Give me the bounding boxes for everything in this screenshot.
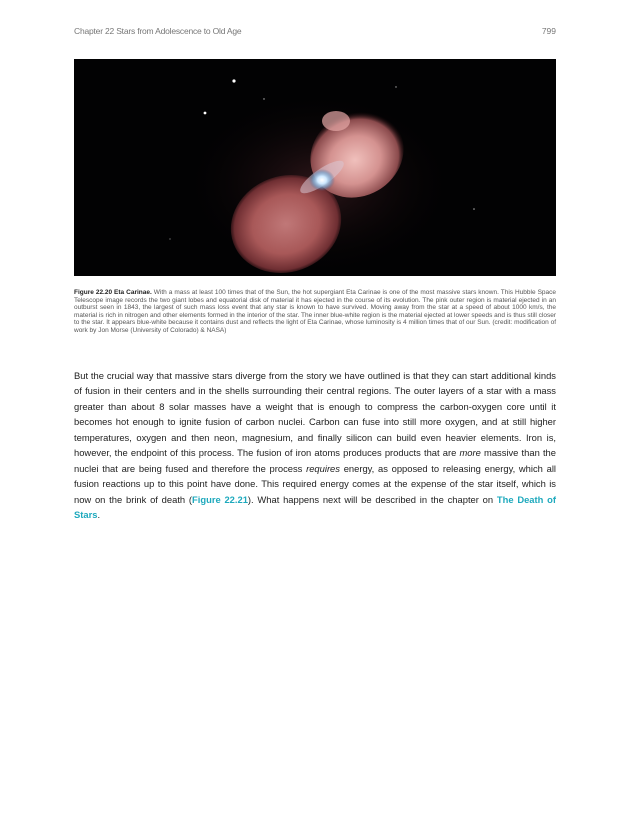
paragraph-text-2: massive than the nuclei that are being fused and therefore the process bbox=[74, 447, 556, 474]
paragraph-text-1: But the crucial way that massive stars diverge from the story we have outlined is that they can start additional kinds of fusion in their centers and in the shells surrounding their central regions. The outer layers of a star with a mass greater than about 8 solar masses have a weight that is enough to compress the carbon-oxygen core until it becomes hot enough to ignite fusion of carbon nuclei. Carbon can fuse into still more oxygen, and at still higher temperatures, oxygen and then neon, magnesium, and finally silicon can build even heavier elements. Iron is, however, the endpoint of this process. The fusion of iron atoms produces products that are bbox=[74, 370, 556, 459]
death-of-stars-link[interactable]: The Death of Stars bbox=[74, 493, 556, 521]
figure-label: Figure 22.20 Eta Carinae. bbox=[74, 289, 152, 296]
paragraph-text-4: ). What happens next will be described in the chapter on bbox=[247, 493, 497, 505]
chapter-title: Chapter 22 Stars from Adolescence to Old Age bbox=[74, 26, 242, 36]
running-header bbox=[74, 26, 556, 38]
paragraph-text-3: energy, as opposed to releasing energy, which all fusion reactions up to this point have done. This required energy comes at the expense of the star itself, which is now on the brink of death ( bbox=[74, 462, 556, 505]
eta-carinae-image bbox=[74, 59, 556, 276]
figure-caption bbox=[74, 289, 556, 334]
page-number: 799 bbox=[541, 26, 556, 36]
emphasis-more: more bbox=[459, 447, 481, 459]
figure-22-21-link[interactable]: Figure 22.21 bbox=[192, 493, 248, 505]
emphasis-requires: requires bbox=[306, 462, 340, 474]
body-paragraph bbox=[74, 368, 556, 523]
caption-text: With a mass at least 100 times that of the Sun, the hot supergiant Eta Carinae is one of the most massive stars known. This Hubble Space Telescope image records the two giant lobes and equatorial disk of material it has ejected in the course of its evolution. The pink outer region is material ejected in an outburst seen in 1843, the largest of such mass loss event that any star is known to have survived. Moving away from the star at a speed of about 1000 km/s, the material is rich in nitrogen and other elements formed in the interior of the star. The inner blue-white region is the material ejected at lower speeds and is thus still closer to the star. It appears blue-white because it contains dust and reflects the light of Eta Carinae, whose luminosity is 4 million times that of our Sun. (credit: modification of work by Jon Morse (University of Colorado) & NASA) bbox=[74, 289, 556, 334]
paragraph-text-5: . bbox=[97, 509, 101, 521]
